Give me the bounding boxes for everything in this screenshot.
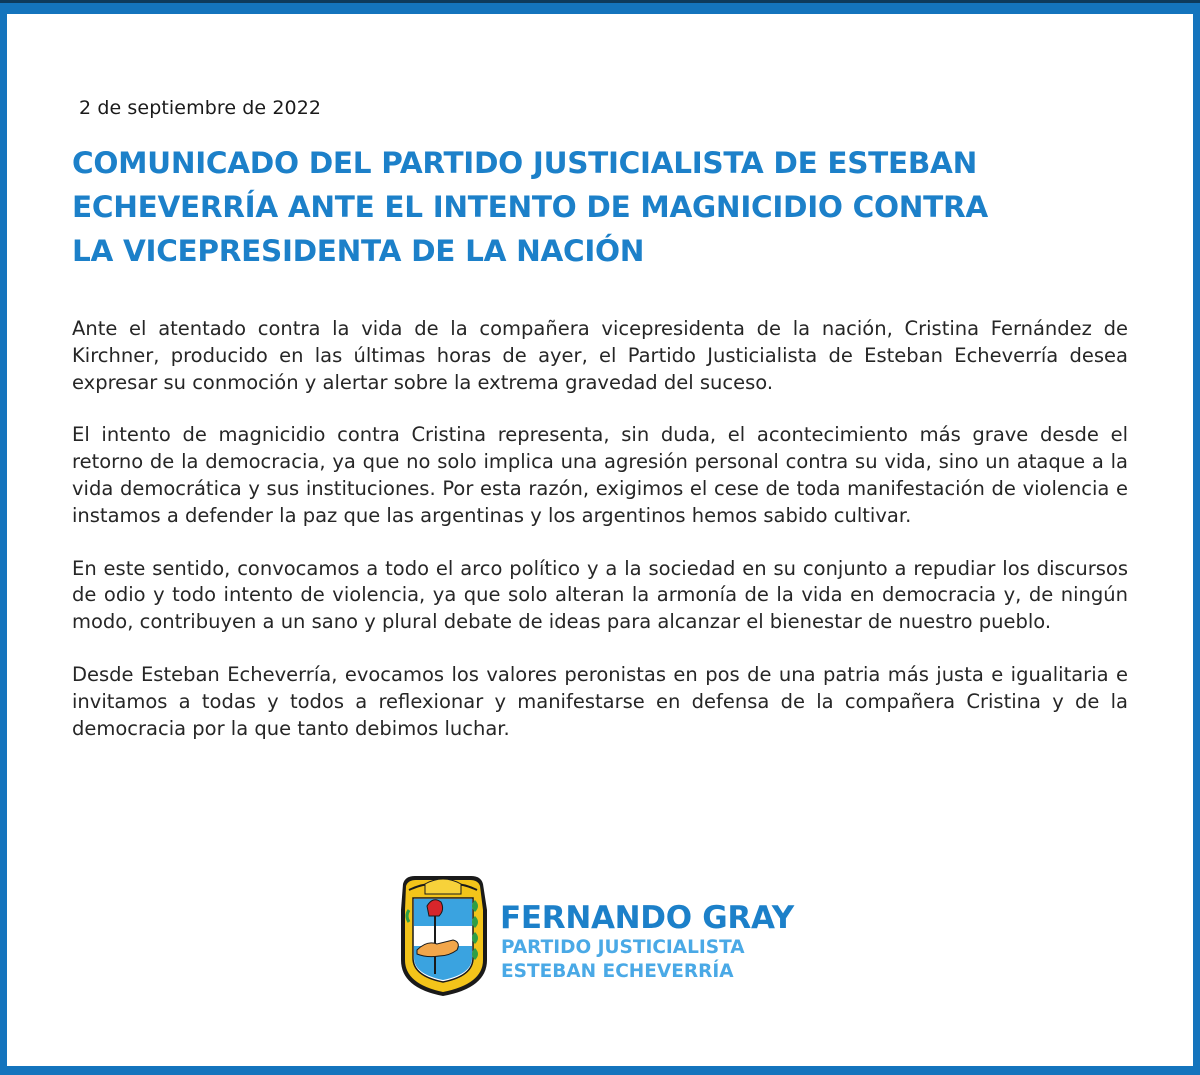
signature-district: ESTEBAN ECHEVERRÍA xyxy=(501,961,734,982)
statement-body xyxy=(72,316,1128,768)
paragraph: Desde Esteban Echeverría, evocamos los valores peronistas en pos de una patria más justa e igualitaria e invitamos a todas y todos a reflexionar y manifestarse en defensa de la compañera Cristina y de la democracia por la que tanto debimos luchar. xyxy=(72,662,1128,740)
paragraph: En este sentido, convocamos a todo el arco político y a la sociedad en su conjunto a repudiar los discursos de odio y todo intento de violencia, ya que solo alteran la armonía de la vida en democracia y, de ningún modo, contribuyen a un sano y plural debate de ideas para alcanzar el bienestar de nuestro pueblo. xyxy=(72,556,1128,634)
page-title xyxy=(72,141,1142,273)
paragraph: El intento de magnicidio contra Cristina representa, sin duda, el acontecimiento más grave desde el retorno de la democracia, ya que no solo implica una agresión personal contra su vida, sino un ataque a la vida democrática y sus instituciones. Por esta razón, exigimos el cese de toda manifestación de violencia e instamos a defender la paz que las argentinas y los argentinos hemos sabido cultivar. xyxy=(72,423,1128,527)
signature-block xyxy=(395,870,815,1005)
title-line: COMUNICADO DEL PARTIDO JUSTICIALISTA DE ESTEBAN xyxy=(72,146,977,180)
title-line: ECHEVERRÍA ANTE EL INTENTO DE MAGNICIDIO CONTRA xyxy=(72,190,988,224)
signature-party: PARTIDO JUSTICIALISTA xyxy=(501,937,745,958)
title-line: LA VICEPRESIDENTA DE LA NACIÓN xyxy=(72,234,645,268)
pj-shield-logo-icon xyxy=(395,870,491,1000)
signature-name: FERNANDO GRAY xyxy=(500,900,794,936)
paragraph: Ante el atentado contra la vida de la compañera vicepresidenta de la nación, Cristina Fernández de Kirchner, producido en las últimas horas de ayer, el Partido Justicialista de Esteban Echeverría desea expresar su conmoción y alertar sobre la extrema gravedad del suceso. xyxy=(72,317,1128,394)
date: 2 de septiembre de 2022 xyxy=(79,97,322,119)
